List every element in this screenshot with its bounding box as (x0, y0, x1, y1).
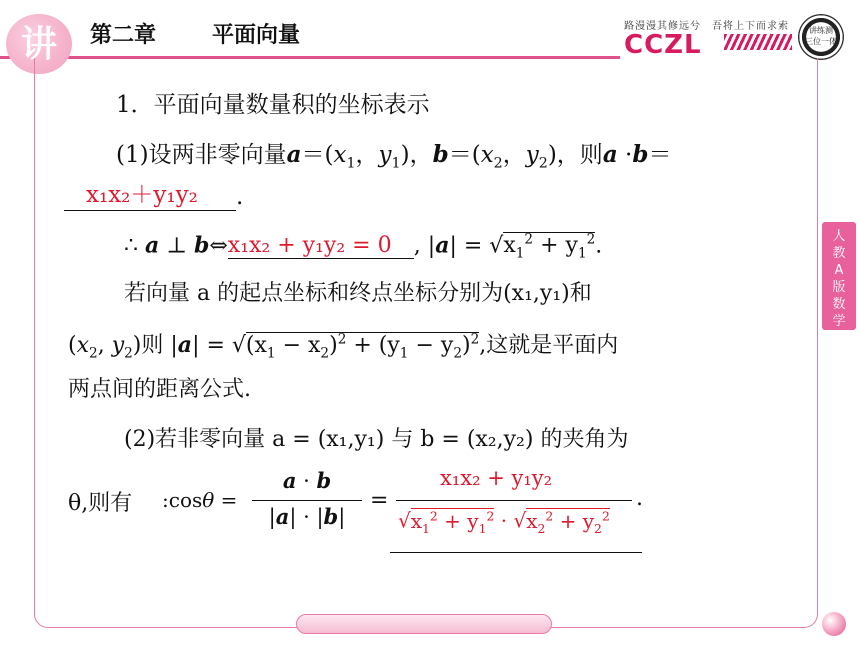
slogan: 路漫漫其修远兮 吾将上下而求索 (624, 21, 789, 32)
definition-line: (1)设两非零向量$a=(x_1$，$y_1$)，$b=(x_2$，$y_2$)，则a ·b＝ (116, 141, 672, 172)
cos-fraction-denominator: |a| · |b| (268, 504, 346, 529)
cos-label: :cosθ = (162, 488, 238, 512)
distance-suffix: ,这就是平面内 (479, 333, 619, 358)
section-heading: 1．平面向量数量积的坐标表示 (116, 92, 430, 118)
brand-logo: CCZL (624, 30, 702, 60)
cos-period: . (636, 486, 643, 511)
perpendicular-answer: x₁x₂ + y₁y₂ = 0 (227, 233, 392, 259)
edition-char: 学 (832, 314, 846, 329)
brand-seal (798, 14, 844, 60)
equals-sign: = (370, 488, 389, 513)
edition-char: 教 (832, 246, 846, 261)
cos-fraction-bar (252, 500, 362, 501)
theta-prefix: θ,则有 (68, 491, 133, 516)
edition-char: 数 (832, 297, 846, 312)
nav-ball-icon[interactable] (822, 612, 846, 636)
brand-stripes (724, 34, 792, 50)
navigation-bar[interactable] (296, 614, 552, 634)
seal-line-1: 讲练测 (809, 26, 833, 35)
cos-answer-bar (396, 500, 632, 501)
endpoint-line: 若向量 a 的起点坐标和终点坐标分别为(x₁,y₁)和 (124, 281, 592, 306)
cos-denominator-answer: $√x_1^2 + y_1^2 \cdot √x_2^2 + y_2^2$ (398, 508, 610, 536)
period: . (236, 184, 244, 210)
chapter-title: 平面向量 (212, 23, 301, 48)
cos-blank-underline (390, 552, 642, 553)
definition-prefix: (1)设两非零向量 (116, 142, 287, 168)
edition-char: A (834, 263, 844, 278)
distance-line: ($x_2$, $y_2$)则 $|a| = √(x_1 - x_2)^2 + (y_1 - y_2)^2$,这就是平面内 (68, 331, 619, 362)
dot-product-answer: x₁x₂＋y₁y₂ (86, 182, 198, 208)
distance-formula-line: 两点间的距离公式. (68, 377, 251, 402)
seal-line-2: 三位一体 (805, 37, 837, 46)
edition-tab[interactable] (822, 222, 856, 330)
chapter-number: 第二章 (90, 23, 157, 48)
cos-fraction-numerator: a · b (282, 468, 332, 493)
edition-char: 版 (832, 280, 846, 295)
cos-numerator-answer: x₁x₂ + y₁y₂ (440, 466, 553, 490)
lecture-logo: 讲 (6, 14, 72, 74)
angle-line: (2)若非零向量 a = (x₁,y₁) 与 b = (x₂,y₂) 的夹角为 (124, 427, 629, 452)
edition-char: 人 (832, 229, 846, 244)
perpendicular-line: ∴ a ⊥ b⇔x₁x₂ + y₁y₂ = 0 , $|a| = √x_1^2 + y_1^2$. (124, 232, 603, 262)
